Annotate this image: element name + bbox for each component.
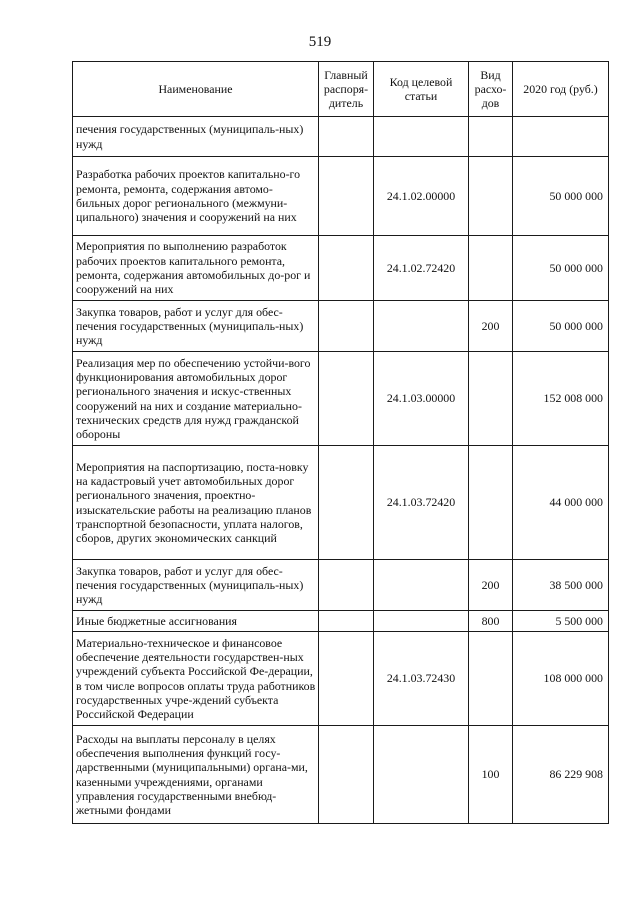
row-code: 24.1.03.72420 (374, 446, 469, 560)
row-code (374, 560, 469, 611)
row-name: Реализация мер по обеспечению устойчи-вого функционирования автомобильных дорог регионального значения и искус-ственных сооружений на них и создание материально-технических средств для нужд гражданской обороны (73, 352, 319, 446)
table-row (73, 726, 609, 824)
row-name: Закупка товаров, работ и услуг для обес-печения государственных (муниципаль-ных) нужд (73, 560, 319, 611)
row-admin (319, 236, 374, 301)
page-number: 519 (308, 34, 332, 50)
row-amount: 5 500 000 (513, 611, 609, 632)
row-name: печения государственных (муниципаль-ных) нужд (73, 117, 319, 157)
row-name: Мероприятия на паспортизацию, поста-новку на кадастровый учет автомобильных дорог регионального значения, проектно-изыскательские работы на реализацию планов транспортной безопасности, уплата налогов, сборов, других экономических санкций (73, 446, 319, 560)
row-amount: 50 000 000 (513, 157, 609, 236)
row-admin (319, 352, 374, 446)
row-admin (319, 726, 374, 824)
row-amount (513, 117, 609, 157)
row-admin (319, 117, 374, 157)
row-amount: 86 229 908 (513, 726, 609, 824)
row-type (469, 352, 513, 446)
row-amount: 108 000 000 (513, 632, 609, 726)
row-type: 200 (469, 301, 513, 352)
row-type (469, 236, 513, 301)
header-type: Вид расхо-дов (469, 62, 513, 117)
row-amount: 44 000 000 (513, 446, 609, 560)
row-amount: 152 008 000 (513, 352, 609, 446)
table-row (73, 301, 609, 352)
header-amount: 2020 год (руб.) (513, 62, 609, 117)
row-code (374, 611, 469, 632)
table-row (73, 446, 609, 560)
row-type: 800 (469, 611, 513, 632)
row-name: Материально-техническое и финансовое обеспечение деятельности государствен-ных учреждений субъекта Российской Фе-дерации, в том числе вопросов оплаты труда работников государственных учре-ждений субъекта Российской Федерации (73, 632, 319, 726)
row-name: Мероприятия по выполнению разработок рабочих проектов капитального ремонта, ремонта, содержания автомобильных до-рог и сооружений на них (73, 236, 319, 301)
row-code: 24.1.02.72420 (374, 236, 469, 301)
row-amount: 50 000 000 (513, 236, 609, 301)
table-row (73, 117, 609, 157)
table-row (73, 611, 609, 632)
header-code: Код целевой статьи (374, 62, 469, 117)
row-type (469, 632, 513, 726)
row-amount: 38 500 000 (513, 560, 609, 611)
table-row (73, 157, 609, 236)
row-name: Иные бюджетные ассигнования (73, 611, 319, 632)
table-row (73, 560, 609, 611)
row-admin (319, 301, 374, 352)
row-name: Расходы на выплаты персоналу в целях обеспечения выполнения функций госу-дарственными (муниципальными) органа-ми, казенными учреждениями, органами управления государственными внебюд-жетными фондами (73, 726, 319, 824)
row-type: 100 (469, 726, 513, 824)
row-code (374, 301, 469, 352)
row-code (374, 726, 469, 824)
header-admin: Главный распоря-дитель (319, 62, 374, 117)
header-name: Наименование (73, 62, 319, 117)
row-type (469, 157, 513, 236)
row-admin (319, 446, 374, 560)
row-type (469, 446, 513, 560)
row-admin (319, 611, 374, 632)
row-name: Разработка рабочих проектов капитально-го ремонта, ремонта, содержания автомо-бильных дорог регионального (межмуни-ципального) значения и сооружений на них (73, 157, 319, 236)
row-admin (319, 560, 374, 611)
row-code: 24.1.02.00000 (374, 157, 469, 236)
row-code (374, 117, 469, 157)
table-row (73, 236, 609, 301)
row-admin (319, 632, 374, 726)
table-row (73, 632, 609, 726)
row-code: 24.1.03.00000 (374, 352, 469, 446)
row-type: 200 (469, 560, 513, 611)
row-admin (319, 157, 374, 236)
row-code: 24.1.03.72430 (374, 632, 469, 726)
row-amount: 50 000 000 (513, 301, 609, 352)
row-type (469, 117, 513, 157)
table-header-row (73, 62, 609, 117)
row-name: Закупка товаров, работ и услуг для обес-печения государственных (муниципаль-ных) нужд (73, 301, 319, 352)
budget-table (72, 61, 609, 824)
table-row (73, 352, 609, 446)
